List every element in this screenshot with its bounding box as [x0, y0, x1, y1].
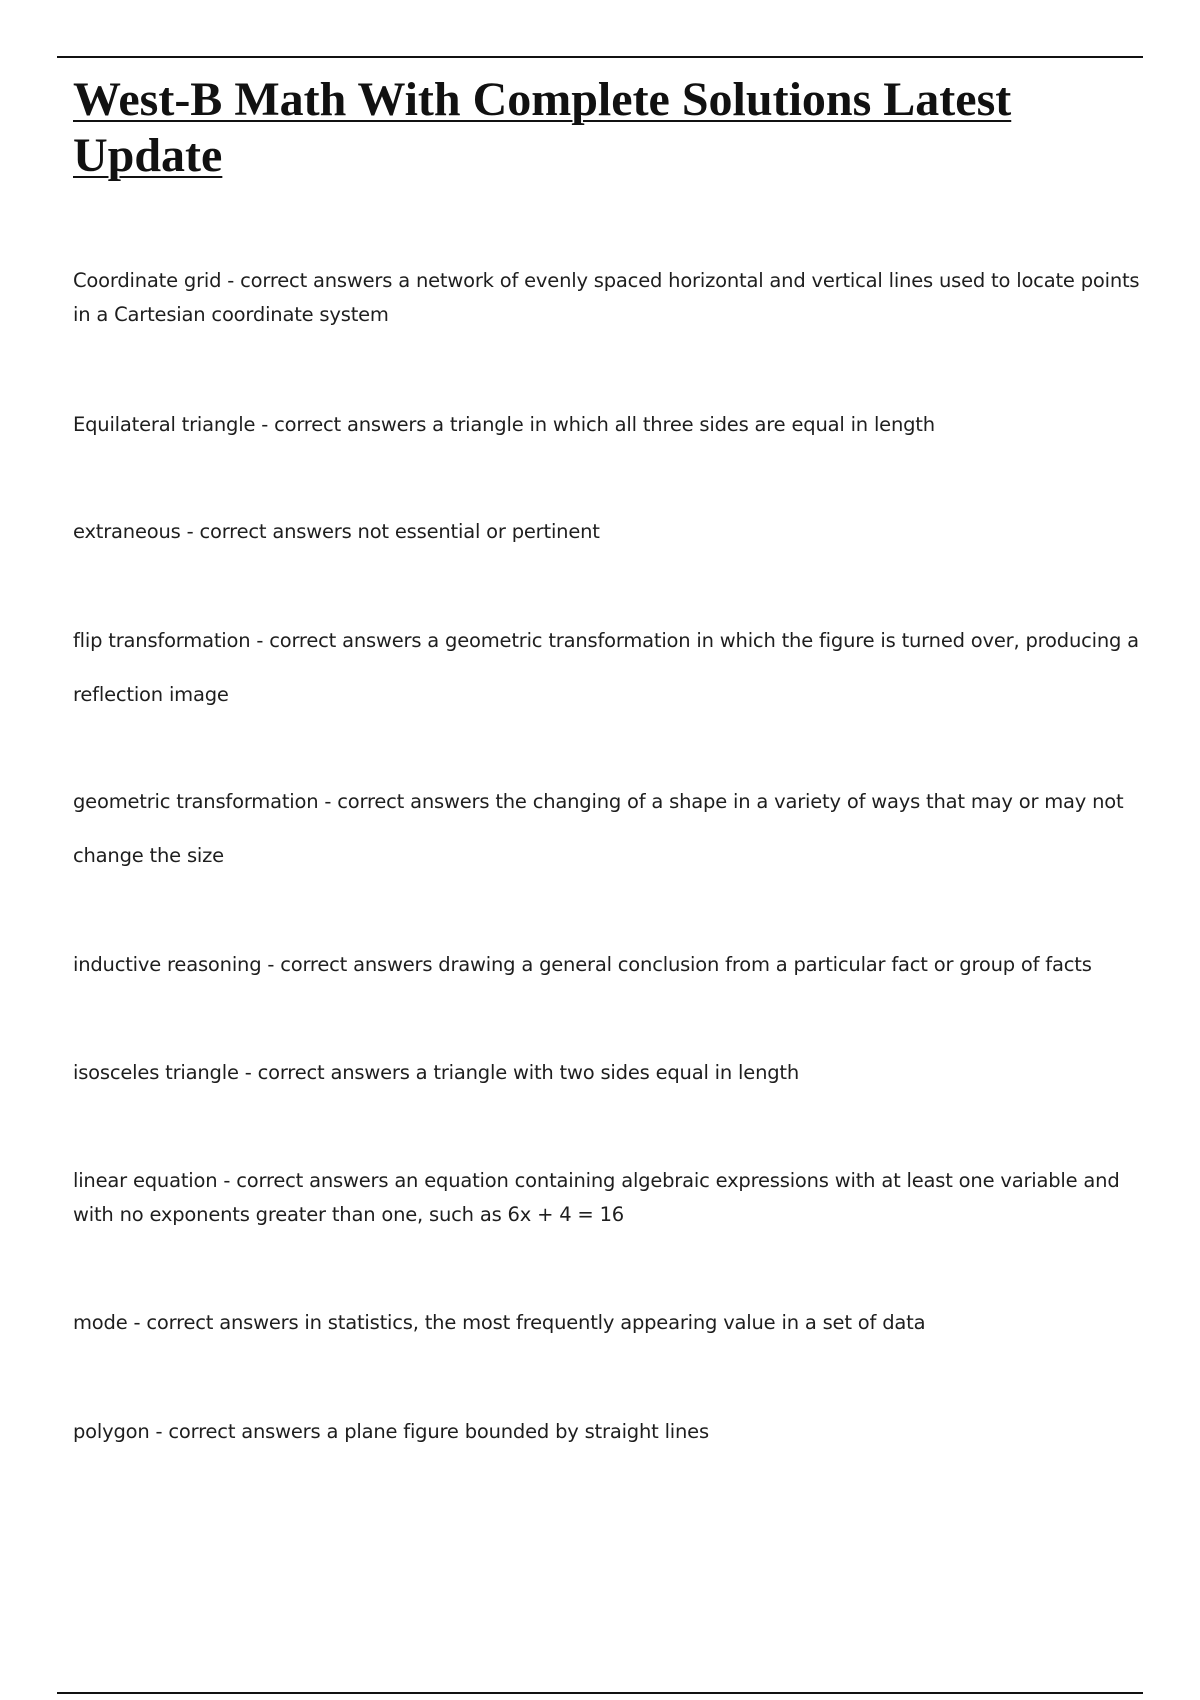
entry-term: Coordinate grid [73, 269, 222, 292]
entry-definition: the changing of a shape in a variety of ways that may or may not change the size [73, 790, 1124, 867]
entry-term: inductive reasoning [73, 953, 262, 976]
entry-definition: a geometric transformation in which the figure is turned over, producing a reflection image [73, 629, 1139, 706]
entry-definition: an equation containing algebraic expressions with at least one variable and with no exponents greater than one, such as 6x + 4 = 16 [73, 1169, 1120, 1226]
glossary-entry [73, 1306, 1143, 1340]
entry-definition: drawing a general conclusion from a particular fact or group of facts [438, 953, 1092, 976]
entry-separator: - correct answers [250, 629, 428, 652]
glossary-entry [73, 614, 1143, 722]
entry-term: extraneous [73, 520, 181, 543]
document-title: West-B Math With Complete Solutions Latest Update [73, 73, 1012, 182]
entry-separator: - correct answers [217, 1169, 395, 1192]
entry-separator: - correct answers [238, 1061, 416, 1084]
entry-definition: a triangle in which all three sides are equal in length [432, 413, 935, 436]
entry-definition: a network of evenly spaced horizontal and vertical lines used to locate points in a Cartesian coordinate system [73, 269, 1140, 326]
glossary-entry [73, 515, 1143, 549]
entry-separator: - correct answers [180, 520, 358, 543]
glossary-entry [73, 408, 1143, 442]
entry-definition: a plane figure bounded by straight lines [326, 1420, 709, 1443]
entry-term: mode [73, 1311, 128, 1334]
entry-definition: a triangle with two sides equal in length [415, 1061, 800, 1084]
glossary-entry [73, 1056, 1143, 1090]
entry-term: isosceles triangle [73, 1061, 239, 1084]
entry-separator: - correct answers [261, 953, 439, 976]
glossary-entry [73, 1415, 1143, 1449]
glossary-entry [73, 948, 1143, 982]
entry-definition: in statistics, the most frequently appearing value in a set of data [304, 1311, 926, 1334]
entry-term: polygon [73, 1420, 150, 1443]
entry-term: geometric transformation [73, 790, 319, 813]
entry-separator: - correct answers [127, 1311, 305, 1334]
entry-separator: - correct answers [221, 269, 399, 292]
entry-separator: - correct answers [149, 1420, 327, 1443]
entry-term: Equilateral triangle [73, 413, 256, 436]
footer-rule [57, 1692, 1143, 1694]
glossary-entry [73, 1164, 1143, 1232]
entry-term: flip transformation [73, 629, 251, 652]
glossary-entry [73, 264, 1143, 332]
entry-separator: - correct answers [255, 413, 433, 436]
header-rule [57, 56, 1143, 58]
entry-term: linear equation [73, 1169, 218, 1192]
entry-definition: not essential or pertinent [357, 520, 600, 543]
entry-separator: - correct answers [318, 790, 496, 813]
glossary-entry [73, 775, 1143, 883]
